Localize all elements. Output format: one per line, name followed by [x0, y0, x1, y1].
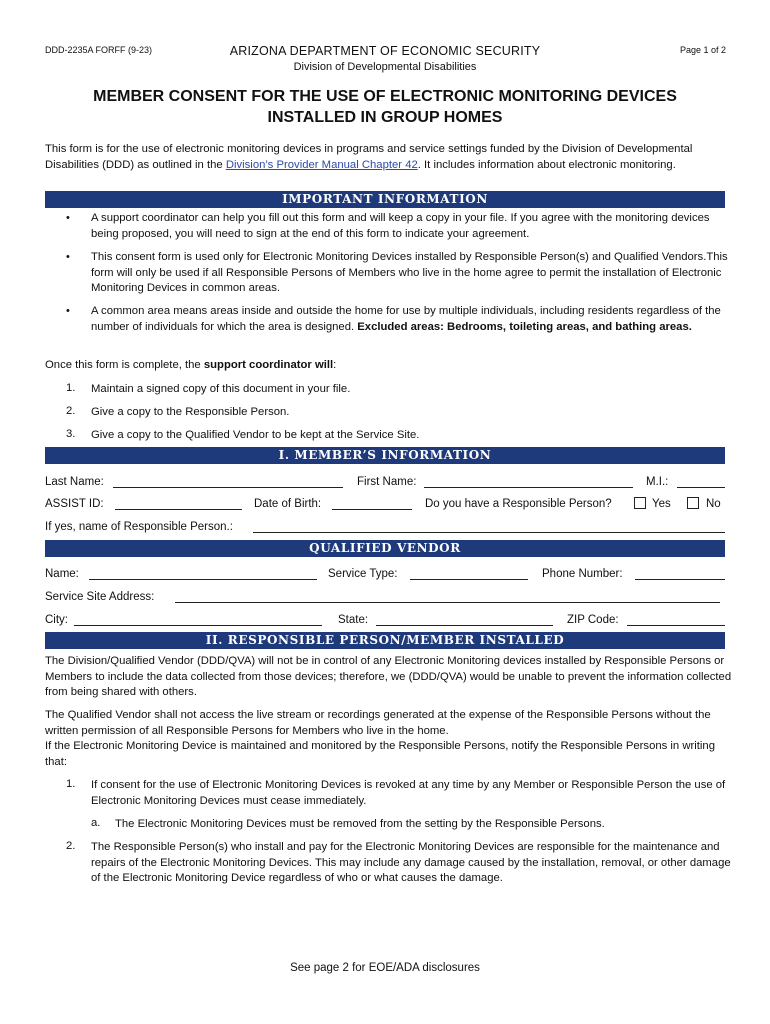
provider-manual-link[interactable]: Division’s Provider Manual Chapter 42 [225, 158, 418, 171]
members-information-heading: I. MEMBER’S INFORMATION [45, 447, 725, 464]
date-of-birth-label: Date of Birth: [254, 498, 322, 510]
title-line-2: INSTALLED IN GROUP HOMES [267, 109, 503, 126]
no-label: No [706, 498, 721, 510]
maintenance-repairs-item: The Responsible Person(s) who install and pay for the Electronic Monitoring Devices are responsible for the maintenance and repairs of the Electronic Monitoring Devices. This may include any damage caused by the installation, removal, or other damage of the Electronic Monitoring Device regardless of who or what causes the damage. [91, 841, 731, 884]
city-label: City: [45, 614, 68, 626]
step-text: Give a copy to the Responsible Person. [91, 406, 290, 418]
phone-number-field[interactable] [635, 579, 725, 580]
once-text: Once this form is complete, the [45, 359, 204, 371]
assist-id-field[interactable] [115, 509, 242, 510]
responsible-person-name-label: If yes, name of Responsible Person.: [45, 521, 233, 533]
consent-revoked-item: If consent for the use of Electronic Monitoring Devices is revoked at any time by any Member or Responsible Person the use of Electronic Monitoring Devices must cease immediately. [91, 779, 726, 807]
step-text: Maintain a signed copy of this document in your file. [91, 383, 351, 395]
excluded-areas-text: Excluded areas: Bedrooms, toileting areas, and bathing areas. [357, 320, 692, 333]
step-text: Give a copy to the Qualified Vendor to be kept at the Service Site. [91, 429, 420, 441]
step-number: 1. [66, 382, 76, 394]
important-information-heading: IMPORTANT INFORMATION [45, 191, 725, 208]
date-of-birth-field[interactable] [332, 509, 412, 510]
sub-item-letter: a. [91, 817, 101, 829]
bullet-glyph: • [66, 251, 70, 263]
support-coordinator-will: support coordinator will [203, 359, 334, 371]
intro-paragraph [45, 142, 735, 173]
responsible-person-question: Do you have a Responsible Person? [425, 498, 612, 510]
state-field[interactable] [376, 625, 553, 626]
notify-paragraph: If the Electronic Monitoring Device is maintained and monitored by the Responsible Persons, notify the Responsible Persons in writing that: [45, 740, 716, 768]
middle-initial-label: M.I.: [646, 476, 669, 488]
service-site-address-field[interactable] [175, 602, 720, 603]
title-line-1: MEMBER CONSENT FOR THE USE OF ELECTRONIC MONITORING DEVICES [93, 88, 677, 105]
devices-removed-item: The Electronic Monitoring Devices must be removed from the setting by the Responsible Persons. [115, 818, 605, 830]
bullet-glyph: • [66, 212, 70, 224]
middle-initial-field[interactable] [677, 487, 725, 488]
first-name-label: First Name: [357, 476, 417, 488]
item-number: 2. [66, 840, 76, 852]
page-number: Page 1 of 2 [679, 45, 726, 55]
once-colon: : [333, 359, 337, 371]
no-checkbox[interactable] [687, 497, 699, 509]
assist-id-label: ASSIST ID: [45, 498, 104, 510]
responsible-person-name-field[interactable] [253, 532, 725, 533]
vendor-name-field[interactable] [89, 579, 317, 580]
common-area-text: A common area means areas inside and outside the home for use by multiple individuals, including residents regardless of the number of individuals for which the area is designed. [91, 305, 721, 333]
agency-name: ARIZONA DEPARTMENT OF ECONOMIC SECURITY [229, 44, 541, 58]
item-number: 1. [66, 778, 76, 790]
service-type-label: Service Type: [328, 568, 398, 580]
once-complete-text [45, 358, 735, 374]
vendor-access-paragraph: The Qualified Vendor shall not access the live stream or recordings generated at the expense of the Responsible Persons without the written permission of all Responsible Persons for Members who live in the home. [45, 709, 711, 737]
zip-code-label: ZIP Code: [567, 614, 619, 626]
service-type-field[interactable] [410, 579, 528, 580]
bullet-glyph: • [66, 305, 70, 317]
qualified-vendor-heading: QUALIFIED VENDOR [45, 540, 725, 557]
step-number: 3. [66, 428, 76, 440]
footer-note: See page 2 for EOE/ADA disclosures [290, 962, 480, 974]
first-name-field[interactable] [424, 487, 633, 488]
bullet-common-area [91, 304, 731, 335]
phone-number-label: Phone Number: [542, 568, 623, 580]
division-name: Division of Developmental Disabilities [293, 61, 477, 73]
last-name-label: Last Name: [45, 476, 104, 488]
zip-code-field[interactable] [627, 625, 725, 626]
bullet-consent-scope: This consent form is used only for Electronic Monitoring Devices installed by Responsible Person(s) and Qualified Vendors.This form will only be used if all Responsible Persons of Members who live in the home agree to permit the installation of Electronic Monitoring Devices in common areas. [91, 251, 728, 294]
vendor-name-label: Name: [45, 568, 79, 580]
state-label: State: [338, 614, 369, 626]
last-name-field[interactable] [113, 487, 343, 488]
bullet-support-coordinator: A support coordinator can help you fill out this form and will keep a copy in your file. If you agree with the monitoring devices being proposed, you will need to sign at the end of this form to indicate your agreement. [91, 212, 710, 240]
ddd-qva-paragraph: The Division/Qualified Vendor (DDD/QVA) will not be in control of any Electronic Monitoring devices installed by Responsible Persons or Members to include the data collected from those devices; therefore, we (DDD/QVA) would be unable to prevent the information collected from being shared with others. [45, 655, 732, 698]
responsible-person-heading: II. RESPONSIBLE PERSON/MEMBER INSTALLED [45, 632, 725, 649]
intro-text-end: . It includes information about electronic monitoring. [417, 158, 676, 171]
intro-text: This form is for the use of electronic monitoring devices in programs and service settings funded by the Division of Developmental Disabilities (DDD) as outlined in the [45, 143, 693, 171]
yes-label: Yes [652, 498, 671, 510]
city-field[interactable] [74, 625, 322, 626]
form-title [40, 86, 730, 128]
service-site-address-label: Service Site Address: [45, 591, 155, 603]
form-id: DDD-2235A FORFF (9-23) [45, 45, 153, 55]
yes-checkbox[interactable] [634, 497, 646, 509]
step-number: 2. [66, 405, 76, 417]
